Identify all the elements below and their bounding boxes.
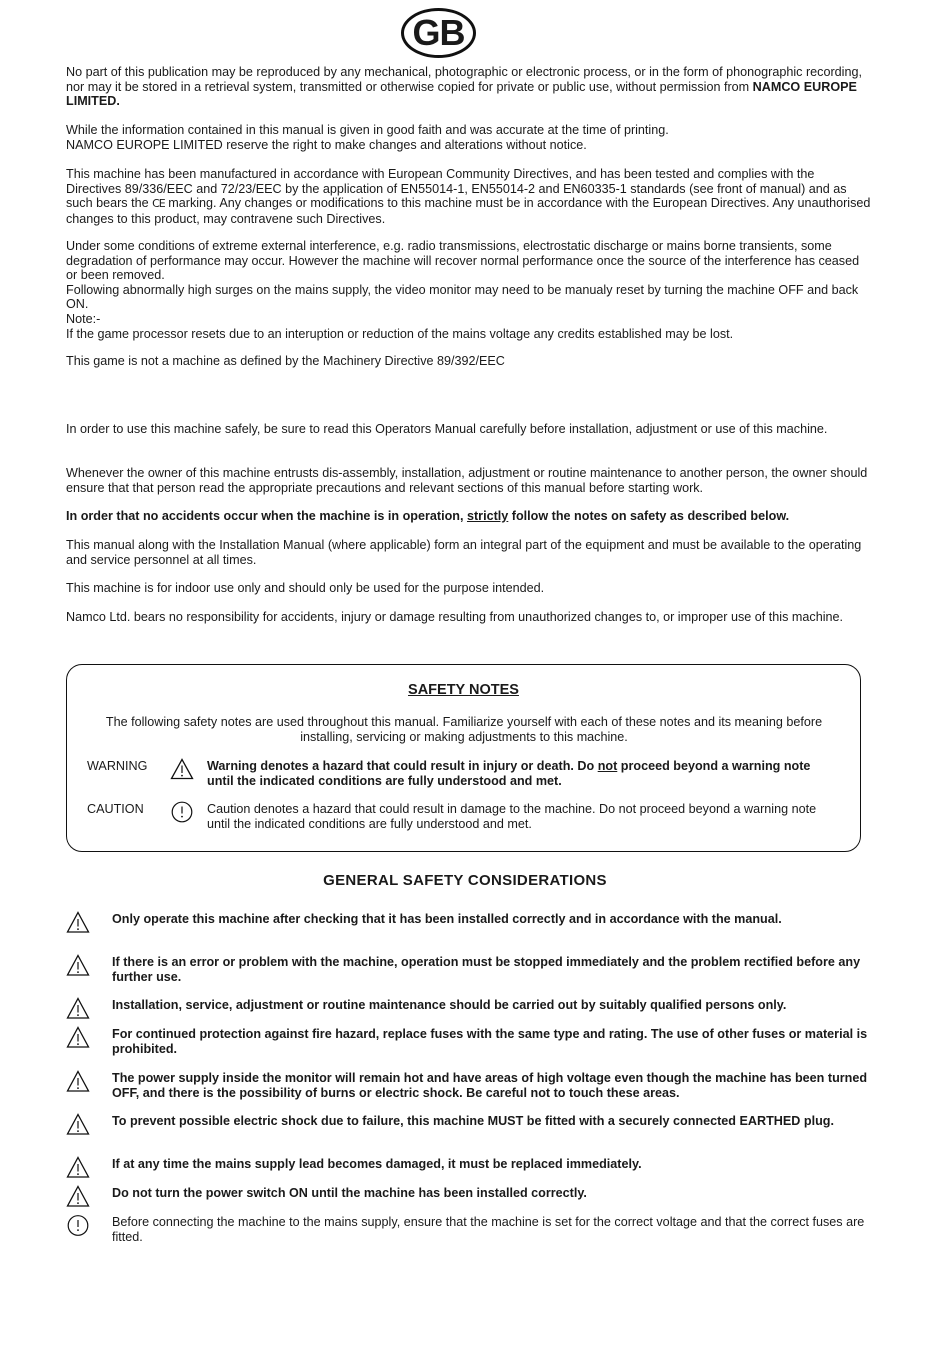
usage-paragraph-2: Whenever the owner of this machine entrusts dis-assembly, installation, adjustment or routine maintenance to another person, the owner should ensure that that person read the appropriate precautions and relevant sections of this manual before starting work. — [66, 466, 868, 495]
warning-triangle-icon — [66, 1070, 90, 1093]
usage-paragraph-4: This manual along with the Installation Manual (where applicable) form an integral part of the equipment and must be available to the operating and service personnel at all times. — [66, 538, 862, 567]
copyright-text: No part of this publication may be reproduced by any mechanical, photographic or electronic process, or in the form of phonographic recording, nor may it be stored in a retrieval system, transmitted or otherwise copied for private or public use, without permission from — [66, 65, 862, 94]
safety-consideration-text: If at any time the mains supply lead becomes damaged, it must be replaced immediately. — [112, 1157, 642, 1171]
gb-country-badge: GB — [401, 8, 476, 58]
safety-consideration-text: Installation, service, adjustment or routine maintenance should be carried out by suitably qualified persons only. — [112, 998, 787, 1012]
interference-line-1: Under some conditions of extreme external interference, e.g. radio transmissions, electrostatic discharge or mains borne transients, some degradation of performance may occur. However the machine will recover normal performance once the source of the interference has ceased or been removed. — [66, 239, 860, 283]
safety-notes-intro: The following safety notes are used throughout this manual. Familiarize yourself with each of these notes and its meaning before installing, servicing or making adjustments to this machine. — [105, 715, 823, 744]
warning-text-not: not — [597, 759, 618, 773]
warning-triangle-icon — [66, 911, 90, 934]
compliance-statement — [66, 167, 872, 226]
warning-triangle-icon — [170, 758, 194, 780]
safety-consideration-text: If there is an error or problem with the machine, operation must be stopped immediately and the problem rectified before any further use. — [112, 955, 861, 984]
disclaimer-line-2: NAMCO EUROPE LIMITED reserve the right to make changes and alterations without notice. — [66, 137, 587, 152]
caution-circle-icon — [170, 801, 194, 823]
usage-p3-strictly: strictly — [466, 509, 509, 523]
warning-text-start: Warning denotes a hazard that could result in injury or death. Do — [207, 759, 598, 773]
safety-consideration-text: Only operate this machine after checking that it has been installed correctly and in accordance with the manual. — [112, 912, 782, 926]
safety-consideration-text: The power supply inside the monitor will remain hot and have areas of high voltage even though the machine has been turned OFF, and there is the possibility of burns or electric shock. Be careful not to touch these areas. — [112, 1071, 868, 1100]
warning-text-end: proceed beyond a warning note until the indicated conditions are fully understood and met. — [207, 759, 811, 788]
interference-line-2: Following abnormally high surges on the mains supply, the video monitor may need to be manualy reset by turning the machine OFF and back ON. — [66, 282, 859, 312]
safety-notes-box — [66, 664, 861, 852]
warning-triangle-icon — [66, 1026, 90, 1049]
interference-note-label: Note:- — [66, 311, 101, 326]
warning-triangle-icon — [66, 997, 90, 1020]
interference-note-text: If the game processor resets due to an interuption or reduction of the mains voltage any credits established may be lost. — [66, 326, 734, 341]
copyright-company: NAMCO EUROPE LIMITED. — [66, 79, 857, 109]
general-safety-title: GENERAL SAFETY CONSIDERATIONS — [323, 872, 607, 889]
compliance-text-start: This machine has been manufactured in accordance with European Community Directives, and has been tested and complies with the Directives 89/336/EEC and 72/23/EEC by the application of EN55014-1, EN55014-2 and EN60335-1 standards (see front of manual) and as such bears the — [66, 167, 847, 211]
usage-paragraph-1: In order to use this machine safely, be sure to read this Operators Manual carefully before installation, adjustment or use of this machine. — [66, 422, 828, 436]
disclaimer — [66, 123, 872, 152]
caution-description: Caution denotes a hazard that could result in damage to the machine. Do not proceed beyond a warning note until the indicated conditions are fully understood and met. — [207, 802, 817, 831]
usage-paragraph-3 — [66, 509, 872, 524]
caution-circle-icon — [66, 1214, 90, 1237]
usage-paragraph-6: Namco Ltd. bears no responsibility for accidents, injury or damage resulting from unauthorized changes to, or improper use of this machine. — [66, 610, 844, 624]
warning-triangle-icon — [66, 1156, 90, 1179]
warning-triangle-icon — [66, 954, 90, 977]
warning-triangle-icon — [66, 1185, 90, 1208]
ce-mark-icon: CE — [152, 197, 165, 211]
safety-consideration-text: For continued protection against fire hazard, replace fuses with the same type and rating. The use of other fuses or material is prohibited. — [112, 1027, 868, 1056]
compliance-text-end: marking. Any changes or modifications to this machine must be in accordance with the European Directives. Any unauthorised changes to this product, may contravene such Directives. — [66, 196, 871, 226]
safety-consideration-text: Before connecting the machine to the mains supply, ensure that the machine is set for the correct voltage and that the correct fuses are fitted. — [112, 1215, 865, 1244]
safety-consideration-text: To prevent possible electric shock due to failure, this machine MUST be fitted with a securely connected EARTHED plug. — [112, 1114, 834, 1128]
warning-triangle-icon — [66, 1113, 90, 1136]
usage-p3-start: In order that no accidents occur when the machine is in operation, — [66, 509, 467, 523]
copyright-notice — [66, 65, 872, 109]
usage-p3-end: follow the notes on safety as described below. — [508, 509, 790, 523]
caution-label: CAUTION — [87, 802, 144, 816]
usage-paragraph-5: This machine is for indoor use only and should only be used for the purpose intended. — [66, 581, 545, 595]
safety-notes-title: SAFETY NOTES — [408, 682, 519, 698]
warning-description — [207, 759, 817, 788]
interference-statement — [66, 239, 872, 341]
safety-consideration-text: Do not turn the power switch ON until the machine has been installed correctly. — [112, 1186, 587, 1200]
warning-label: WARNING — [87, 759, 148, 773]
disclaimer-line-1: While the information contained in this manual is given in good faith and was accurate at the time of printing. — [66, 123, 669, 137]
machinery-directive-statement: This game is not a machine as defined by the Machinery Directive 89/392/EEC — [66, 354, 505, 368]
